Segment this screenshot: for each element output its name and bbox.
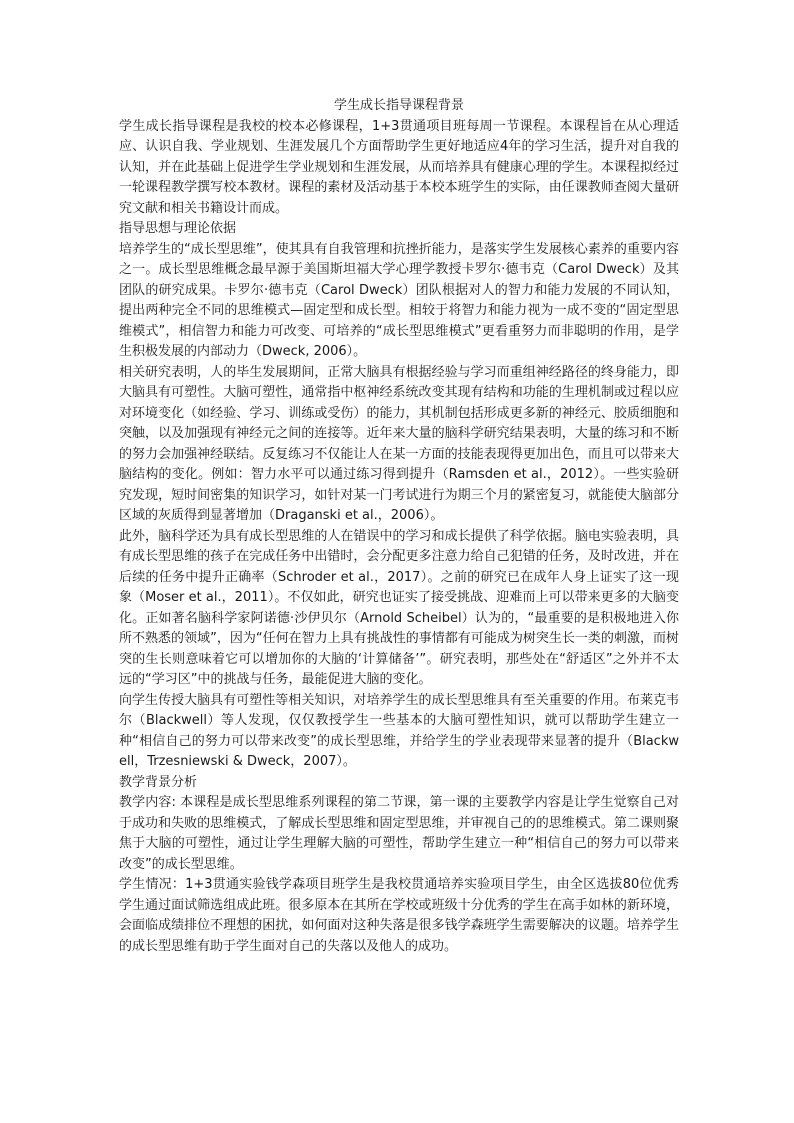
document-title: 学生成长指导课程背景 xyxy=(333,98,464,113)
background-paragraph-students: 学生情况：1+3贯通实验钱学森项目班学生是我校贯通培养实验项目学生，由全区选拔80位优秀学生通过面试筛选组成此班。很多原本在其所在学校或班级十分优秀的学生在高手如林的新环境，会面临成绩排位不理想的困扰，如何面对这种失落是很多钱学森班学生需要解决的议题。培养学生的成长型思维有助于学生面对自己的失落以及他人的成功。 xyxy=(119,877,679,954)
theory-paragraph-learning-from-errors: 此外，脑科学还为具有成长型思维的人在错误中的学习和成长提供了科学依据。脑电实验表明，具有成长型思维的孩子在完成任务中出错时，会分配更多注意力给自己犯错的任务，及时改进，并在后续的任务中提升正确率（Schroder et al.，2017）。之前的研究已在成年人身上证实了这一现象（Moser et al.，2011）。不仅如此，研究也证实了接受挑战、迎难而上可以带来更多的大脑变化。正如著名脑科学家阿诺德·沙伊贝尔（Arnold Scheibel）认为的，“最重要的是积极地进入你所不熟悉的领域”，因为“任何在智力上具有挑战性的事情都有可能成为树突生长一类的刺激，而树突的生长则意味着它可以增加你的大脑的‘计算储备’”。研究表明，那些处在“舒适区”之外并不太远的“学习区”中的挑战与任务，最能促进大脑的变化。 xyxy=(119,528,679,687)
intro-paragraph: 学生成长指导课程是我校的校本必修课程，1+3贯通项目班每周一节课程。本课程旨在从心理适应、认识自我、学业规划、生涯发展几个方面帮助学生更好地适应4年的学习生活，提升对自我的认知，并在此基础上促进学生学业规划和生涯发展，从而培养具有健康心理的学生。本课程拟经过一轮课程教学撰写校本教材。课程的素材及活动基于本校本班学生的实际，由任课教师查阅大量研究文献和相关书籍设计而成。 xyxy=(119,118,679,216)
section-heading-teaching-background: 教学背景分析 xyxy=(119,774,198,790)
background-paragraph-content: 教学内容: 本课程是成长型思维系列课程的第二节课，第一课的主要教学内容是让学生觉察自己对于成功和失败的思维模式，了解成长型思维和固定型思维，并审视自己的的思维模式。第二课则聚焦于大脑的可塑性，通过让学生理解大脑的可塑性，帮助学生建立一种“相信自己的努力可以带来改变”的成长型思维。 xyxy=(119,795,679,872)
theory-paragraph-growth-mindset: 培养学生的“成长型思维”，使其具有自我管理和抗挫折能力，是落实学生发展核心素养的重要内容之一。成长型思维概念最早源于美国斯坦福大学心理学教授卡罗尔·德韦克（Carol Dweck）及其团队的研究成果。卡罗尔·德韦克（Carol Dweck）团队根据对人的智力和能力发展的不同认知，提出两种完全不同的思维模式—固定型和成长型。相较于将智力和能力视为一成不变的“固定型思维模式”，相信智力和能力可改变、可培养的“成长型思维模式”更看重努力而非聪明的作用，是学生积极发展的内部动力（Dweck, 2006）。 xyxy=(119,241,679,359)
theory-paragraph-teaching-plasticity: 向学生传授大脑具有可塑性等相关知识，对培养学生的成长型思维具有至关重要的作用。布莱克韦尔（Blackwell）等人发现，仅仅教授学生一些基本的大脑可塑性知识，就可以帮助学生建立一种“相信自己的努力可以带来改变”的成长型思维，并给学生的学业表现带来显著的提升（Blackwell，Trzesniewski & Dweck，2007）。 xyxy=(119,692,679,769)
document-page xyxy=(119,96,679,957)
theory-paragraph-brain-plasticity: 相关研究表明，人的毕生发展期间，正常大脑具有根据经验与学习而重组神经路径的终身能力，即大脑具有可塑性。大脑可塑性，通常指中枢神经系统改变其现有结构和功能的生理机制或过程以应对环境变化（如经验、学习、训练或受伤）的能力，其机制包括形成更多新的神经元、胶质细胞和突触，以及加强现有神经元之间的连接等。近年来大量的脑科学研究结果表明，大量的练习和不断的努力会加强神经联结。反复练习不仅能让人在某一方面的技能表现得更加出色，而且可以带来大脑结构的变化。例如：智力水平可以通过练习得到提升（Ramsden et al.，2012）。一些实验研究发现，短时间密集的知识学习，如针对某一门考试进行为期三个月的紧密复习，就能使大脑部分区域的灰质得到显著增加（Draganski et al.，2006）。 xyxy=(119,364,679,523)
section-heading-guiding-theory: 指导思想与理论依据 xyxy=(119,221,237,236)
